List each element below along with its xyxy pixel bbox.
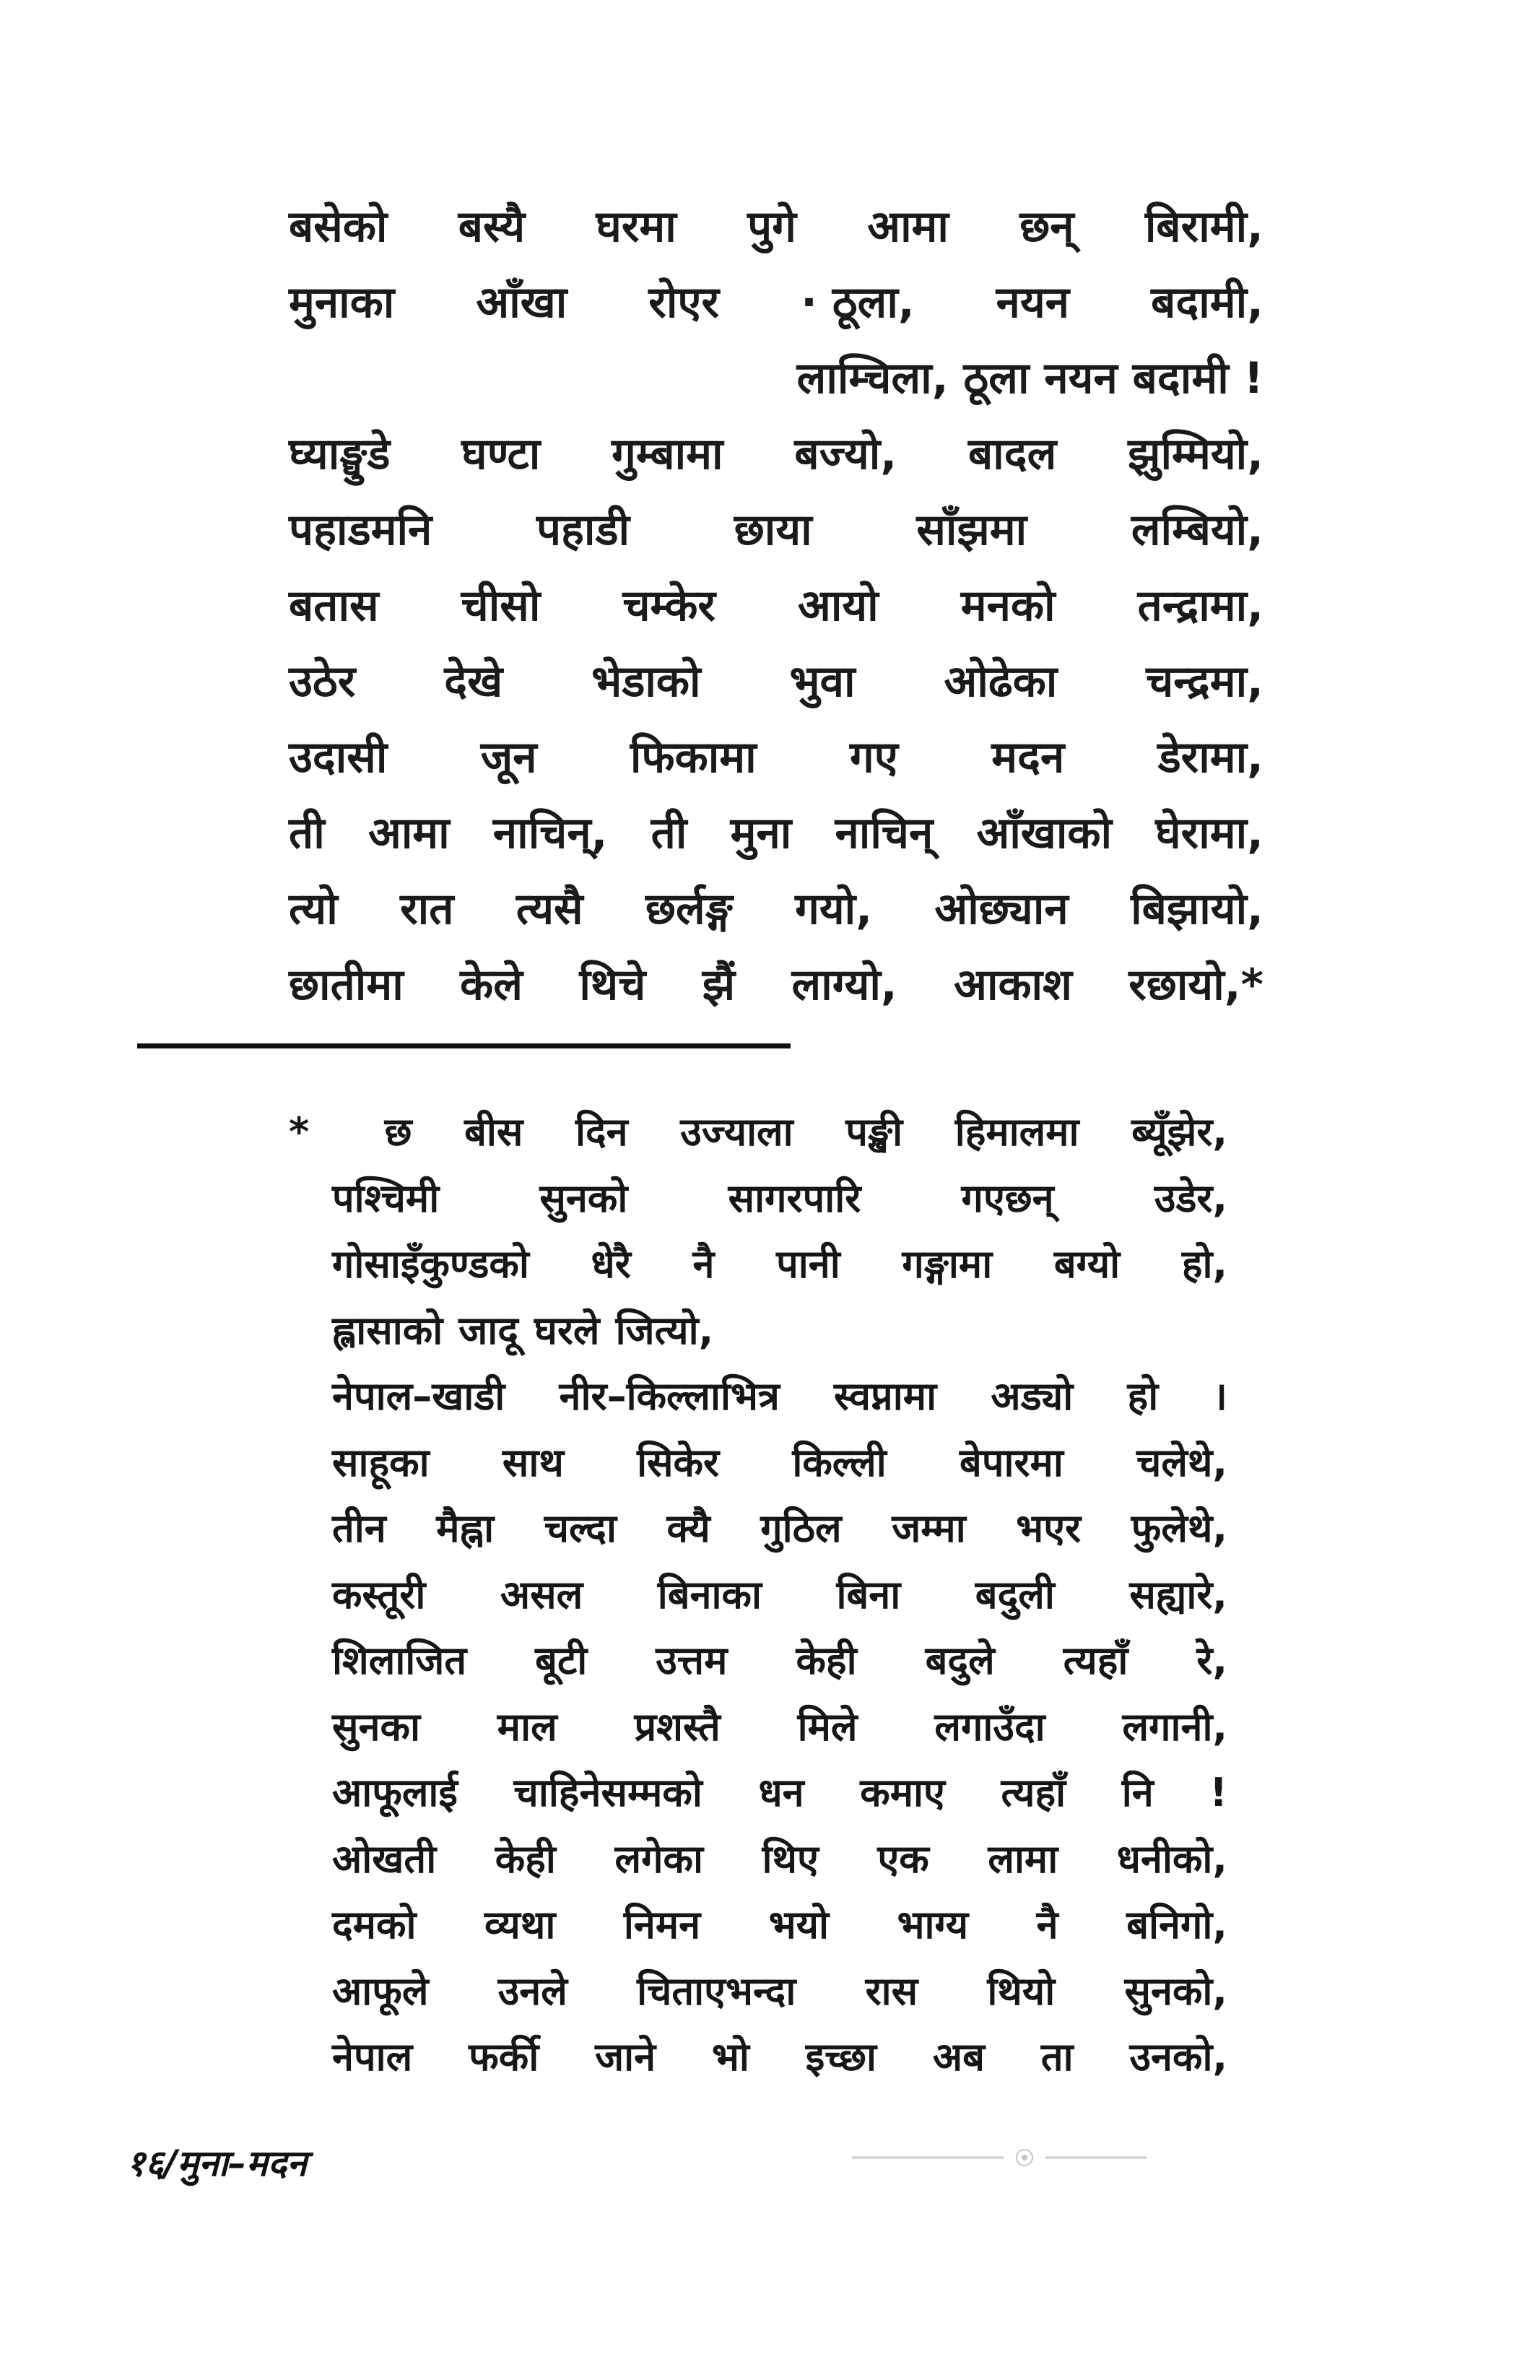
verse-word: पुगे [747, 201, 796, 252]
verse-line [289, 796, 1263, 872]
verse-word: ओढेका [944, 656, 1058, 707]
footnote-word: नेपाल–खाडी [332, 1373, 505, 1419]
verse-word: साँझमा [916, 505, 1027, 555]
verse-word: रोएर [648, 277, 720, 328]
footnote-word: नीर–किल्लाभित्र [559, 1373, 780, 1419]
footnote-word: बिनाका [657, 1571, 762, 1617]
footnote-word: प्रशस्तै [634, 1703, 721, 1750]
footnote-line [332, 1495, 1227, 1562]
footnote-word: इच्छा [805, 2034, 876, 2080]
verse-word: फिकामा [630, 732, 757, 783]
footnote-word: ब्यूँझेर, [1131, 1109, 1227, 1155]
footnote-word: थियो [987, 1968, 1056, 2014]
footnote-word: जाने [595, 2034, 656, 2080]
footnote-line [332, 1363, 1227, 1430]
watermark-text-smudge-icon [852, 2154, 1004, 2161]
footnote-word: रास [865, 1968, 918, 2014]
verse-word: छातीमा [289, 960, 404, 1010]
footnote-word: चाहिनेसम्मको [513, 1770, 702, 1815]
footnote-word: भो [711, 2034, 749, 2080]
verse-line [289, 492, 1263, 568]
footnote-word: सह्यारे, [1129, 1571, 1227, 1617]
verse-word: आमा [367, 808, 450, 859]
verse-word: भेडाको [591, 656, 701, 707]
verse-word: जून [480, 732, 537, 783]
verse-word: रछायो,* [1128, 960, 1263, 1010]
footnote-word: त्यहाँ [1063, 1638, 1128, 1683]
footnote-word: केही [796, 1638, 857, 1683]
footnote-word: हो [1127, 1373, 1159, 1419]
verse-word: बादल [967, 429, 1057, 479]
footnote-line [332, 1298, 1227, 1364]
footnote-word: आफूलाई [332, 1770, 458, 1815]
footnote-word: सागरपारि [728, 1175, 861, 1221]
verse-line [289, 417, 1263, 492]
footnote-word: बदुले [925, 1638, 995, 1683]
footnote-word: उनले [497, 1968, 567, 2014]
verse-word: आकाश [954, 960, 1072, 1010]
verse-word: चन्द्रमा, [1146, 656, 1263, 707]
verse-word: झैं [702, 960, 736, 1010]
footnote-word: आफूले [332, 1968, 429, 2014]
verse-word: मुना [730, 808, 792, 859]
footnote-word: लगेका [614, 1836, 703, 1882]
verse-line [289, 568, 1263, 644]
verse-word: छाया [734, 505, 812, 555]
footnote-word: साथ [502, 1439, 564, 1485]
verse-word: ती [289, 808, 325, 859]
footnote-word: गएछन् [961, 1175, 1054, 1221]
verse-word: डेरामा, [1157, 732, 1263, 783]
footnote-word: जम्मा [892, 1506, 966, 1551]
verse-word: मनको [960, 581, 1056, 631]
watermark-url-smudge-icon [1045, 2154, 1147, 2161]
footnote-word: बेपारमा [959, 1439, 1063, 1485]
verse-word: पहाडी [536, 505, 630, 555]
footnote-word: पङ्खी [845, 1109, 903, 1155]
footnote-word: बदुली [975, 1571, 1055, 1617]
footnote-line [332, 1231, 1227, 1298]
verse-word: लम्बियो, [1131, 505, 1263, 555]
footnote-word: भएर [1016, 1506, 1082, 1551]
verse-word: मुनाका [289, 277, 395, 328]
footnote-word: स्वप्नामा [834, 1373, 937, 1419]
footnote-word: क्यै [666, 1506, 710, 1551]
footnote-word: चल्दा [544, 1506, 617, 1551]
footnote-word: बनिगो, [1126, 1902, 1227, 1947]
footnote-word: अड्यो [991, 1373, 1074, 1419]
verse-word: घण्टा [461, 429, 541, 479]
footnote-word: थिए [762, 1836, 819, 1882]
verse-line [289, 189, 1263, 265]
footnote-word: भाग्य [897, 1902, 969, 1947]
footnote-word: बिना [836, 1571, 901, 1617]
verse-word: बसेको [289, 201, 388, 252]
footnote-word: फर्की [469, 2034, 539, 2080]
verse-word: बतास [289, 581, 379, 631]
verse-word: थिचे [579, 960, 646, 1010]
footnote-rule [137, 1043, 791, 1048]
verse-line [289, 947, 1263, 1023]
verse-word: बिझायो, [1131, 884, 1263, 934]
verse-word: घेरामा, [1155, 808, 1263, 859]
verse-word: केले [460, 960, 523, 1010]
watermark-emblem-icon [1012, 2147, 1037, 2168]
footnote-word: जादू [458, 1307, 518, 1353]
footnote-word: तीन [332, 1506, 386, 1551]
footnote-word: धन [758, 1770, 804, 1815]
footnote-word: कस्तूरी [332, 1571, 426, 1617]
verse-line [289, 265, 1263, 341]
verse-word: गुम्बामा [612, 429, 723, 479]
verse-word: · ठूला, [801, 277, 915, 328]
footnote-word: त्यहाँ [1001, 1770, 1066, 1815]
footnote-word: धनीको, [1116, 1836, 1227, 1882]
verse-word: आँखा [476, 277, 567, 328]
verse-word: आँखाको [976, 808, 1113, 859]
verse-line [289, 644, 1263, 720]
verse-word: देखे [444, 656, 503, 707]
verse-word: त्यो [289, 884, 338, 934]
footnote-word: भयो [768, 1902, 829, 1947]
footnote-word: लामा [988, 1836, 1058, 1882]
page-folio: १६/मुना–मदन [126, 2142, 308, 2184]
footnote-word: उडेर, [1154, 1175, 1227, 1221]
footnote-word: । [1212, 1373, 1227, 1419]
verse-word: आयो [798, 581, 879, 631]
footnote-word: ओखती [332, 1836, 437, 1882]
footnote-word: उत्तम [656, 1638, 728, 1683]
footnote-word: दिन [575, 1109, 628, 1155]
footnote-word: सिकेर [637, 1439, 720, 1485]
verse-word: चम्केर [622, 581, 715, 631]
verse-word: त्यसै [515, 884, 583, 934]
verse-word: छर्लङ्ग [645, 884, 733, 934]
verse-word: उठेर [289, 656, 356, 707]
verse-word: रात [400, 884, 454, 934]
verse-word: लाग्यो, [791, 960, 897, 1010]
verse-word: गए [849, 732, 898, 783]
footnote-word: नै [1036, 1902, 1058, 1947]
verse-word: भुवा [789, 656, 856, 707]
verse-line [289, 720, 1263, 796]
footnote-word: सुनको, [1124, 1968, 1227, 2014]
verse-word: गयो, [795, 884, 873, 934]
footnote-word: लगाउँदा [934, 1703, 1045, 1750]
footnote-word: नै [692, 1241, 715, 1287]
footnote-word: नेपाल [332, 2034, 413, 2080]
footnote-word: चिताएभन्दा [637, 1968, 796, 2014]
footnote-word: छ [384, 1109, 412, 1155]
footnote-word: लगानी, [1122, 1703, 1227, 1750]
footnote-word: फुलेथे, [1131, 1506, 1227, 1551]
verse-word: बस्यै [458, 201, 526, 252]
footnote-word: किल्ली [792, 1439, 887, 1485]
footnote-marker: * [289, 1109, 310, 1155]
footnote-word: साहूका [332, 1439, 430, 1485]
footnote [289, 1099, 1227, 2090]
footnote-word: बीस [464, 1109, 523, 1155]
footnote-word: गोसाइँकुण्डको [332, 1241, 529, 1287]
verse-word: आमा [867, 201, 949, 252]
footnote-word: गुठिल [760, 1506, 842, 1551]
footnote-word: उनको, [1129, 2034, 1227, 2080]
footnote-word: दमको [332, 1902, 417, 1947]
verse-word: छन् [1019, 201, 1074, 252]
verse-word: नयन [996, 277, 1070, 328]
footnote-word: उज्याला [680, 1109, 793, 1155]
footnote-line [332, 1694, 1227, 1760]
verse-line [289, 341, 1263, 417]
footnote-word: घरले [534, 1307, 600, 1353]
scan-watermark [852, 2147, 1147, 2168]
verse-word: ती [651, 808, 687, 859]
footnote-word: चलेथे, [1136, 1439, 1227, 1485]
footnote-line [332, 1892, 1227, 1958]
footnote-line [332, 1165, 1227, 1232]
verse-word: घरमा [596, 201, 677, 252]
footnote-word: जित्यो, [615, 1307, 714, 1353]
footnote-word: केही [495, 1836, 556, 1882]
footnote-word: निमन [623, 1902, 701, 1947]
footnote-word: व्यथा [484, 1902, 556, 1947]
footnote-word: ता [1040, 2034, 1074, 2080]
footnote-word: मैह्ना [436, 1506, 495, 1551]
footnote-word: असल [500, 1571, 583, 1617]
verse-word: बदामी, [1151, 277, 1263, 328]
footnote-word: ह्लासाको [332, 1307, 443, 1353]
footnote-word: पानी [776, 1241, 840, 1287]
verse-word: मदन [991, 732, 1065, 783]
footnote-word: बूटी [535, 1638, 588, 1683]
verse-word: पहाडमनि [289, 505, 432, 555]
footnote-word: पश्चिमी [332, 1175, 440, 1221]
footnote-word: सुनको [539, 1175, 628, 1221]
footnote-word: गङ्गामा [902, 1241, 993, 1287]
footnote-word: धेरै [591, 1241, 631, 1287]
footnote-word: हिमालमा [954, 1109, 1079, 1155]
footnote-word: ! [1209, 1770, 1227, 1815]
verse-word: बिरामी, [1144, 201, 1263, 252]
verse-word: बज्यो, [794, 429, 897, 479]
verse-word: घ्याङ्घुडे [289, 429, 391, 479]
verse-line [289, 872, 1263, 947]
main-verse [289, 189, 1263, 1023]
verse-word: झुम्मियो, [1128, 429, 1263, 479]
footnote-word: मिले [797, 1703, 858, 1750]
footnote-word: अब [932, 2034, 985, 2080]
verse-word: नाचिन् [835, 808, 934, 859]
footnote-line [332, 2024, 1227, 2090]
footnote-line [332, 1826, 1227, 1893]
footnote-word: शिलाजित [332, 1638, 467, 1683]
footnote-word: रे, [1196, 1638, 1227, 1683]
footnote-line [332, 1430, 1227, 1496]
footnote-word: एक [877, 1836, 929, 1882]
verse-word: उदासी [289, 732, 388, 783]
footnote-line [332, 1562, 1227, 1628]
footnote-word: सुनका [332, 1703, 420, 1750]
footnote-line [332, 1628, 1227, 1694]
footnote-word: बग्यो [1053, 1241, 1121, 1287]
verse-word: लाम्चिला, ठूला नयन बदामी ! [796, 353, 1263, 404]
footnote-word: कमाए [860, 1770, 945, 1815]
footnote-line [332, 1958, 1227, 2025]
verse-word: चीसो [461, 581, 541, 631]
footnote-line [289, 1099, 1227, 1165]
footnote-line [332, 1760, 1227, 1826]
verse-word: नाचिन्, [492, 808, 608, 859]
footnote-word: माल [497, 1703, 557, 1750]
footnote-word: हो, [1181, 1241, 1227, 1287]
footnote-word: नि [1121, 1770, 1154, 1815]
verse-word: तन्द्रामा, [1137, 581, 1263, 631]
verse-word: ओछ्यान [934, 884, 1069, 934]
